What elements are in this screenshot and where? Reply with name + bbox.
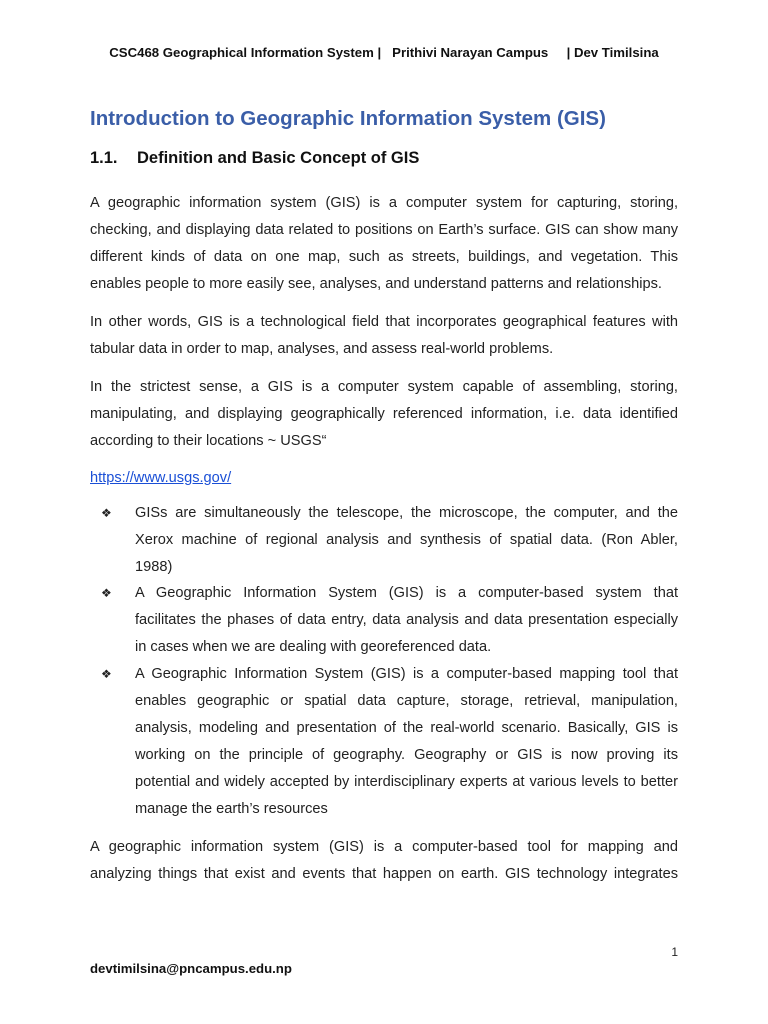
text-line: tabular data in order to map, analyses, and assess real-world problems. (90, 341, 554, 357)
text-line: according to their locations ~ USGS“ (90, 433, 327, 449)
text-line: analysis, modeling and presentation of the real-world scenario. Basically, GIS is (135, 720, 678, 736)
text-line: potential and widely accepted by interdisciplinary experts at various levels to better (135, 774, 678, 790)
text-line: facilitates the phases of data entry, data analysis and data presentation especially (135, 612, 678, 628)
bullet-item (101, 661, 678, 823)
bullet-item (101, 500, 678, 581)
text-line: In the strictest sense, a GIS is a computer system capable of assembling, storing, (90, 379, 678, 395)
diamond-bullet-icon: ❖ (101, 506, 112, 520)
footer-email: devtimilsina@pncampus.edu.np (90, 961, 292, 976)
text-line: working on the principle of geography. Geography or GIS is now proving its (135, 747, 678, 763)
paragraph-2 (90, 309, 678, 363)
section-number: 1.1. (90, 149, 118, 167)
text-line: manipulating, and displaying geographically referenced information, i.e. data identified (90, 406, 678, 422)
text-line: A geographic information system (GIS) is a computer system for capturing, storing, (90, 195, 678, 211)
paragraph-3 (90, 374, 678, 455)
usgs-link[interactable]: https://www.usgs.gov/ (90, 470, 232, 486)
text-line: in cases when we are dealing with georeferenced data. (135, 639, 492, 655)
bullet-item (101, 580, 678, 661)
text-line: A Geographic Information System (GIS) is a computer-based system that (135, 585, 678, 601)
page-header: CSC468 Geographical Information System | Prithivi Narayan Campus | Dev Timilsina (109, 45, 659, 60)
diamond-bullet-icon: ❖ (101, 586, 112, 600)
paragraph-1 (90, 190, 678, 298)
text-line: manage the earth’s resources (135, 801, 328, 817)
text-line: GISs are simultaneously the telescope, the microscope, the computer, and the (135, 505, 678, 521)
document-title: Introduction to Geographic Information System (GIS) (90, 107, 606, 130)
text-line: In other words, GIS is a technological field that incorporates geographical features with (90, 314, 678, 330)
text-line: enables people to more easily see, analyses, and understand patterns and relationships. (90, 276, 662, 292)
text-line: A Geographic Information System (GIS) is a computer-based mapping tool that (135, 666, 678, 682)
diamond-bullet-icon: ❖ (101, 667, 112, 681)
text-line: 1988) (135, 559, 173, 575)
text-line: A geographic information system (GIS) is a computer-based tool for mapping and (90, 839, 678, 855)
paragraph-closing (90, 834, 678, 888)
text-line: enables geographic or spatial data capture, storage, retrieval, manipulation, (135, 693, 678, 709)
text-line: analyzing things that exist and events that happen on earth. GIS technology integrates (90, 866, 678, 882)
text-line: different kinds of data on one map, such as streets, buildings, and vegetation. This (90, 249, 678, 265)
section-heading (90, 149, 419, 168)
text-line: checking, and displaying data related to positions on Earth’s surface. GIS can show many (90, 222, 678, 238)
text-line: Xerox machine of regional analysis and synthesis of spatial data. (Ron Abler, (135, 532, 678, 548)
page-number: 1 (671, 945, 678, 959)
section-title: Definition and Basic Concept of GIS (137, 149, 420, 167)
